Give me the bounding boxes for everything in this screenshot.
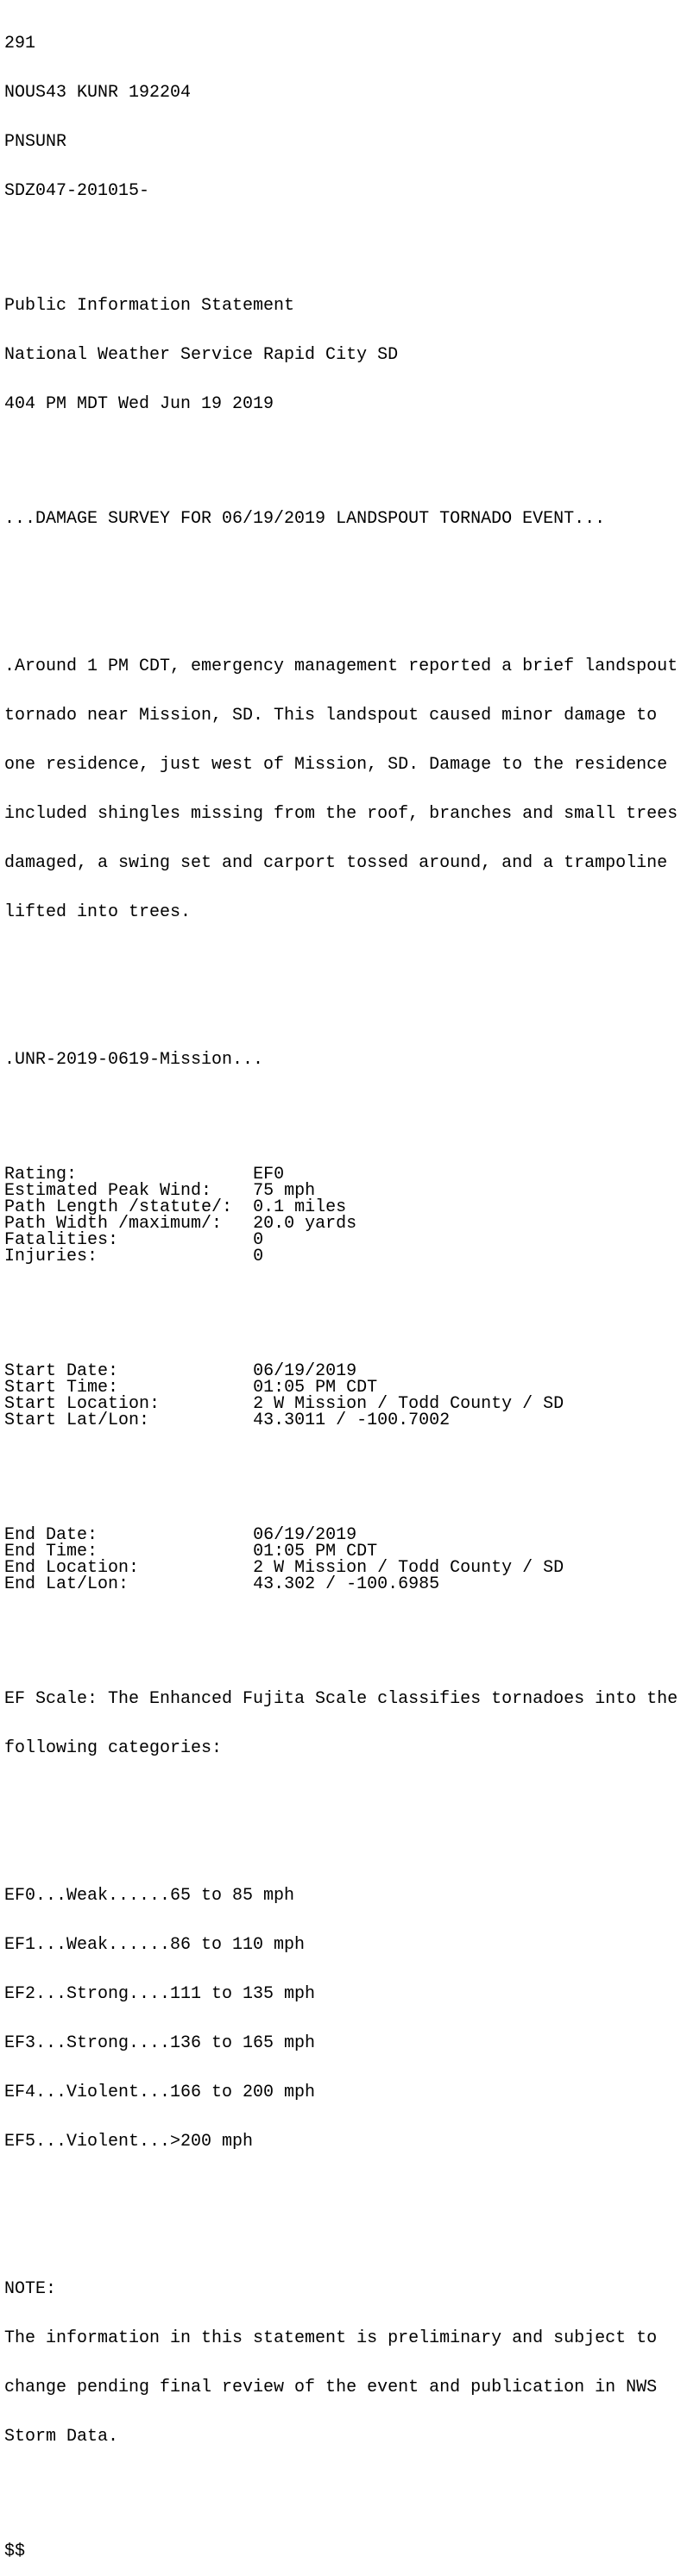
end-row-label: End Date:: [4, 1525, 98, 1545]
note-line: The information in this statement is preliminary and subject to: [4, 2328, 658, 2348]
end-row-value: 43.302 / -100.6985: [253, 1574, 440, 1594]
event-id: .UNR-2019-0619-Mission...: [4, 1050, 264, 1070]
statement-document: [4, 3, 678, 2576]
sequence-number: 291: [4, 34, 36, 53]
issue-time: 404 PM MDT Wed Jun 19 2019: [4, 394, 274, 414]
column-padding: [98, 1247, 253, 1266]
spacer: [4, 445, 678, 462]
ugc-code: SDZ047-201015-: [4, 181, 150, 201]
start-row-label: Start Lat/Lon:: [4, 1411, 150, 1430]
end-row-label: End Lat/Lon:: [4, 1574, 129, 1594]
start-row-label: Start Location:: [4, 1394, 161, 1414]
end-row-value: 01:05 PM CDT: [253, 1542, 378, 1561]
start-block: [4, 1363, 678, 1429]
stat-row-value: 0: [253, 1247, 264, 1266]
start-row-label: Start Time:: [4, 1378, 119, 1398]
ef-scale-row: EF0...Weak......65 to 85 mph: [4, 1886, 295, 1906]
stat-row-label: Fatalities:: [4, 1230, 119, 1250]
summary-line: lifted into trees.: [4, 902, 192, 922]
end-row-value: 06/19/2019: [253, 1525, 357, 1545]
start-row-value: 06/19/2019: [253, 1361, 357, 1381]
end-row-label: End Location:: [4, 1558, 140, 1578]
ef-scale-intro: following categories:: [4, 1738, 223, 1758]
end-marker: $$: [4, 2541, 26, 2561]
awips-id: PNSUNR: [4, 132, 67, 152]
headline: ...DAMAGE SURVEY FOR 06/19/2019 LANDSPOUT TORNADO EVENT...: [4, 509, 606, 529]
ef-scale-row: EF1...Weak......86 to 110 mph: [4, 1935, 306, 1955]
end-row-value: 2 W Mission / Todd County / SD: [253, 1558, 564, 1578]
spacer: [4, 1789, 678, 1806]
ef-scale-row: EF2...Strong....111 to 135 mph: [4, 1984, 316, 2004]
product-title: Public Information Statement: [4, 296, 295, 316]
stat-row-value: 0.1 miles: [253, 1197, 347, 1217]
ef-scale-list: [4, 1855, 678, 2183]
stat-row-value: EF0: [253, 1165, 285, 1184]
note-label: NOTE:: [4, 2279, 57, 2299]
stat-row-value: 0: [253, 1230, 264, 1250]
stat-row: [4, 1248, 678, 1265]
note-line: Storm Data.: [4, 2427, 119, 2447]
summary-line: damaged, a swing set and carport tossed around, and a trampoline: [4, 853, 668, 873]
note-line: change pending final review of the event and publication in NWS: [4, 2378, 658, 2397]
ef-scale-row: EF3...Strong....136 to 165 mph: [4, 2033, 316, 2053]
issuing-office: National Weather Service Rapid City SD: [4, 345, 399, 365]
spacer: [4, 1625, 678, 1642]
end-row: [4, 1576, 678, 1593]
stat-row-value: 75 mph: [253, 1181, 316, 1201]
summary-line: tornado near Mission, SD. This landspout caused minor damage to: [4, 706, 658, 726]
stats-block: [4, 1166, 678, 1265]
ef-scale-row: EF5...Violent...>200 mph: [4, 2132, 254, 2152]
start-row-label: Start Date:: [4, 1361, 119, 1381]
stat-row-label: Path Width /maximum/:: [4, 1214, 223, 1234]
spacer: [4, 1297, 678, 1314]
spacer: [4, 986, 678, 1002]
summary-paragraph: [4, 625, 678, 953]
summary-line: .Around 1 PM CDT, emergency management reported a brief landspout: [4, 657, 678, 676]
spacer: [4, 1461, 678, 1478]
spacer: [4, 560, 678, 576]
column-padding: [129, 1574, 253, 1594]
stat-row-label: Path Length /statute/:: [4, 1197, 233, 1217]
end-block: [4, 1527, 678, 1593]
stat-row-label: Rating:: [4, 1165, 78, 1184]
spacer: [4, 2478, 678, 2494]
start-row-value: 2 W Mission / Todd County / SD: [253, 1394, 564, 1414]
summary-line: included shingles missing from the roof, branches and small trees: [4, 804, 678, 824]
ef-scale-intro: EF Scale: The Enhanced Fujita Scale classifies tornadoes into the: [4, 1689, 678, 1709]
start-row-value: 43.3011 / -100.7002: [253, 1411, 451, 1430]
end-row-label: End Time:: [4, 1542, 98, 1561]
summary-line: one residence, just west of Mission, SD. Damage to the residence: [4, 755, 668, 775]
column-padding: [149, 1411, 253, 1430]
ef-scale-row: EF4...Violent...166 to 200 mph: [4, 2083, 316, 2102]
spacer: [4, 2215, 678, 2232]
start-row-value: 01:05 PM CDT: [253, 1378, 378, 1398]
start-row: [4, 1412, 678, 1429]
spacer: [4, 1101, 678, 1117]
spacer: [4, 232, 678, 248]
wmo-header: NOUS43 KUNR 192204: [4, 83, 192, 103]
stat-row-label: Injuries:: [4, 1247, 98, 1266]
stat-row-label: Estimated Peak Wind:: [4, 1181, 212, 1201]
stat-row-value: 20.0 yards: [253, 1214, 357, 1234]
